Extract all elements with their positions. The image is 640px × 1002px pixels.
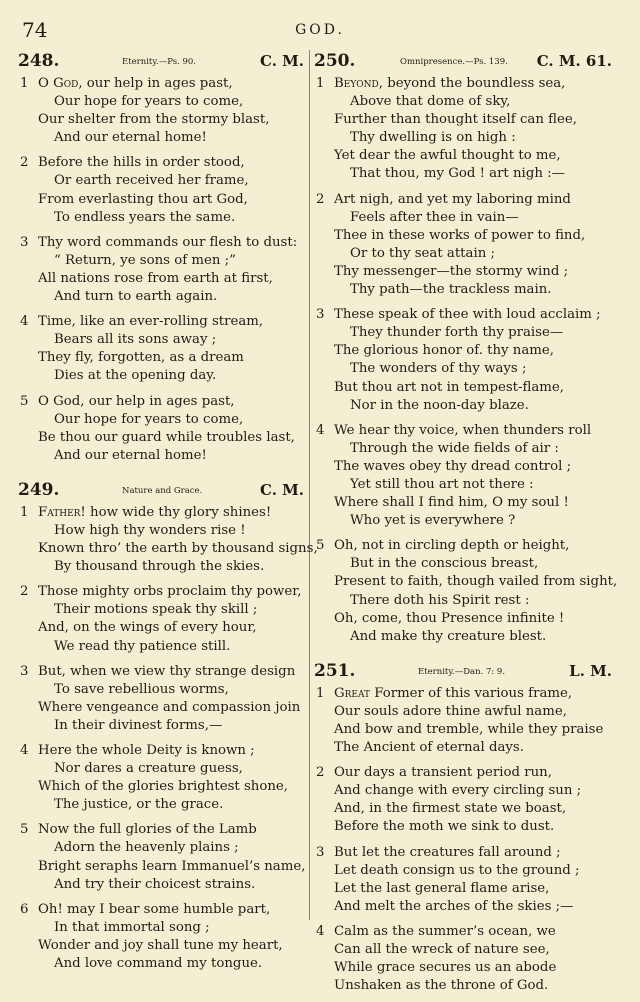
verse-line: And our eternal home! — [54, 130, 207, 146]
verse — [18, 75, 308, 147]
verse — [18, 154, 308, 226]
verse-lead: Father! — [38, 504, 86, 520]
verse-line: 4 Time, like an ever-rolling stream, — [18, 313, 308, 331]
verse-line: 3 But, when we view thy strange design — [18, 663, 308, 681]
verse-line: And, in the firmest state we boast, — [334, 801, 567, 817]
verse-line: They fly, forgotten, as a dream — [38, 350, 244, 366]
verse-line: Adorn the heavenly plains ; — [54, 840, 239, 856]
verse-line: 1 Beyond, beyond the boundless sea, — [314, 75, 616, 93]
verse-line: Oh, come, thou Presence infinite ! — [334, 610, 565, 626]
verse — [314, 923, 616, 995]
verse-line: Our hope for years to come, — [54, 94, 244, 110]
hymn-249 — [18, 479, 318, 973]
verse — [314, 844, 616, 916]
verse-line: That thou, my God ! art nigh :— — [350, 166, 565, 182]
verse-line: Bright seraphs learn Immanuel’s name, — [38, 858, 306, 874]
verse-line: By thousand through the skies. — [54, 559, 265, 575]
verse-line: The Ancient of eternal days. — [334, 740, 524, 756]
verse — [18, 663, 308, 735]
verse-line: And change with every circling sun ; — [334, 783, 582, 799]
right-column — [314, 53, 616, 1002]
verse-lead: O God, — [38, 76, 83, 91]
verse-line: And bow and tremble, while they praise — [334, 722, 604, 737]
hymn-header — [18, 53, 308, 73]
verse-line: And love command my tongue. — [54, 956, 263, 972]
hymn-header — [18, 479, 308, 502]
verse — [18, 583, 308, 655]
hymn-251 — [314, 660, 616, 996]
verse-line: Dies at the opening day. — [54, 368, 217, 384]
verse-line: Which of the glories brightest shone, — [38, 779, 289, 795]
hymn-number: 251. — [314, 660, 356, 681]
verse — [314, 191, 616, 300]
verse — [314, 537, 616, 646]
hymn-source: Eternity.—Dan. 7: 9. — [418, 666, 506, 677]
verse-line: 3 But let the creatures fall around ; — [314, 844, 616, 862]
verse-number: 1 — [316, 76, 325, 91]
verse-line: There doth his Spirit rest : — [350, 592, 530, 608]
verse-number: 4 — [316, 923, 325, 939]
verse-line: Where vengeance and compassion join — [38, 699, 301, 715]
verse-number: 2 — [20, 155, 29, 171]
verse — [18, 504, 318, 576]
hymn-number: 248. — [18, 51, 60, 71]
verse — [18, 313, 308, 385]
verse-number: 2 — [316, 191, 325, 207]
hymn-meter: C. M. 61. — [536, 52, 612, 70]
verse-line: Nor dares a creature guess, — [54, 761, 243, 777]
verse-number: 4 — [20, 743, 29, 758]
verse-line: Bears all its sons away ; — [54, 332, 217, 348]
verse-line: Present to faith, though vailed from sight, — [334, 574, 618, 590]
verse-line: Thy messenger—the stormy wind ; — [334, 263, 569, 279]
hymn-meter: L. M. — [569, 661, 612, 680]
verse-line: Known thro’ the earth by thousand signs, — [38, 541, 318, 557]
verse-line: And, on the wings of every hour, — [38, 620, 257, 636]
verse-line: But in the conscious breast, — [350, 556, 539, 572]
hymn-248 — [18, 53, 308, 465]
verse-line: The wonders of thy ways ; — [350, 361, 527, 377]
hymn-meter: C. M. — [260, 52, 304, 70]
verse-line: “ Return, ye sons of men ;” — [54, 252, 236, 268]
verse-line: 2 Those mighty orbs proclaim thy power, — [18, 583, 308, 601]
verse-number: 3 — [316, 307, 325, 323]
verse-lead: Great — [334, 685, 370, 701]
verse-line: Thy path—the trackless main. — [350, 282, 552, 298]
verse — [314, 764, 616, 836]
verse-line: 1 Father! how wide thy glory shines! — [18, 504, 308, 522]
verse — [18, 234, 308, 306]
verse-line: Our shelter from the stormy blast, — [38, 112, 270, 128]
verse-line: Thee in these works of power to find, — [334, 227, 586, 243]
verse-number: 1 — [316, 685, 325, 701]
verse-line: 5 Now the full glories of the Lamb — [18, 821, 308, 839]
verse — [314, 306, 616, 415]
verse-line: 2 Our days a transient period run, — [314, 764, 616, 782]
verse-line: 5 Oh, not in circling depth or height, — [314, 537, 616, 555]
verse-line: And melt the arches of the skies ;— — [334, 898, 574, 914]
verse-line: How high thy wonders rise ! — [54, 522, 246, 538]
verse-line: From everlasting thou art God, — [38, 191, 248, 207]
verse-number: 3 — [316, 844, 325, 860]
verse-line: Feels after thee in vain— — [350, 209, 519, 225]
verse-line: And make thy creature blest. — [350, 628, 547, 644]
verse — [314, 75, 616, 184]
verse-line: Or earth received her frame, — [54, 173, 249, 189]
left-column — [18, 51, 318, 980]
verse-line: But thou art not in tempest-flame, — [334, 379, 565, 395]
hymn-meter: C. M. — [260, 480, 304, 499]
verse-line: The waves obey thy dread control ; — [334, 458, 572, 474]
verse-line: Through the wide fields of air : — [350, 440, 559, 456]
hymn-source: Nature and Grace. — [122, 485, 203, 496]
verse — [314, 422, 616, 531]
verse-line: Nor in the noon-day blaze. — [350, 397, 529, 413]
hymn-source: Omnipresence.—Ps. 139. — [400, 57, 508, 67]
verse-number: 5 — [316, 538, 325, 554]
verse-line: And turn to earth again. — [54, 289, 218, 305]
verse-line: In their divinest forms,— — [54, 717, 223, 733]
verse-line: To save rebellious worms, — [54, 681, 229, 697]
hymn-source: Eternity.—Ps. 90. — [122, 57, 196, 67]
verse — [18, 821, 308, 893]
verse-line: 1 O God, our help in ages past, — [18, 75, 308, 93]
hymn-header — [314, 53, 616, 73]
verse-line: Before the moth we sink to dust. — [334, 819, 555, 835]
verse-line: Be thou our guard while troubles last, — [38, 429, 295, 445]
verse-number: 2 — [316, 765, 325, 781]
verse-line: Yet still thou art not there : — [350, 476, 534, 492]
verse-line: The glorious honor of. thy name, — [334, 343, 554, 359]
running-head — [0, 18, 640, 42]
verse-line: 6 Oh! may I bear some humble part, — [18, 901, 308, 919]
verse-line: 2 Art nigh, and yet my laboring mind — [314, 191, 616, 209]
verse-number: 1 — [20, 76, 29, 91]
verse-line: We read thy patience still. — [54, 638, 231, 654]
verse-line: Further than thought itself can flee, — [334, 112, 577, 128]
column-divider — [309, 50, 310, 920]
verse-line: 4 Here the whole Deity is known ; — [18, 742, 308, 760]
verse-line: Who yet is everywhere ? — [350, 513, 516, 529]
verse — [18, 742, 308, 814]
verse-line: Wonder and joy shall tune my heart, — [38, 937, 283, 953]
running-title: GOD. — [295, 22, 345, 38]
verse-line: 2 Before the hills in order stood, — [18, 154, 308, 172]
hymn-number: 249. — [18, 479, 60, 500]
verse-line: 4 Calm as the summer’s ocean, we — [314, 923, 616, 941]
verse-line: And our eternal home! — [54, 447, 207, 463]
verse-number: 1 — [20, 504, 29, 520]
verse-line: 4 We hear thy voice, when thunders roll — [314, 422, 616, 440]
verse-number: 5 — [20, 393, 29, 409]
verse — [18, 901, 308, 973]
verse-line: Our hope for years to come, — [54, 411, 244, 427]
verse-line: They thunder forth thy praise— — [350, 325, 564, 341]
verse-line: Our souls adore thine awful name, — [334, 703, 567, 719]
verse-number: 4 — [316, 422, 325, 438]
verse-line: In that immortal song ; — [54, 919, 210, 935]
verse-line: Where shall I find him, O my soul ! — [334, 495, 569, 511]
verse-line: 3 Thy word commands our flesh to dust: — [18, 234, 308, 252]
verse — [18, 393, 308, 465]
verse-line: Let the last general flame arise, — [334, 880, 550, 896]
verse-line: Or to thy seat attain ; — [350, 245, 495, 261]
verse-line: While grace secures us an abode — [334, 960, 557, 976]
verse-line: Can all the wreck of nature see, — [334, 942, 550, 958]
verse-lead: Beyond, — [334, 76, 383, 91]
verse-line: Thy dwelling is on high : — [350, 130, 516, 146]
verse-line: 5 O God, our help in ages past, — [18, 393, 308, 411]
verse-number: 3 — [20, 663, 29, 679]
hymn-header — [314, 660, 616, 683]
verse-number: 6 — [20, 901, 29, 917]
verse-line: Their motions speak thy skill ; — [54, 602, 258, 618]
hymn-250 — [314, 53, 616, 646]
verse-line: Unshaken as the throne of God. — [334, 978, 549, 994]
verse-line: Above that dome of sky, — [350, 94, 511, 110]
verse-line: 3 These speak of thee with loud acclaim ; — [314, 306, 616, 324]
verse-number: 2 — [20, 584, 29, 600]
verse-number: 3 — [20, 234, 29, 250]
verse-line: And try their choicest strains. — [54, 876, 256, 892]
verse-line: 1 Great Former of this various frame, — [314, 685, 616, 703]
verse-number: 5 — [20, 822, 29, 838]
verse-line: All nations rose from earth at first, — [38, 270, 273, 286]
verse-line: The justice, or the grace. — [54, 797, 224, 813]
verse — [314, 685, 616, 757]
page-number: 74 — [22, 18, 48, 42]
verse-line: Yet dear the awful thought to me, — [334, 148, 561, 164]
verse-line: Let death consign us to the ground ; — [334, 862, 580, 878]
verse-line: To endless years the same. — [54, 209, 236, 225]
hymn-number: 250. — [314, 51, 356, 71]
verse-number: 4 — [20, 314, 29, 330]
